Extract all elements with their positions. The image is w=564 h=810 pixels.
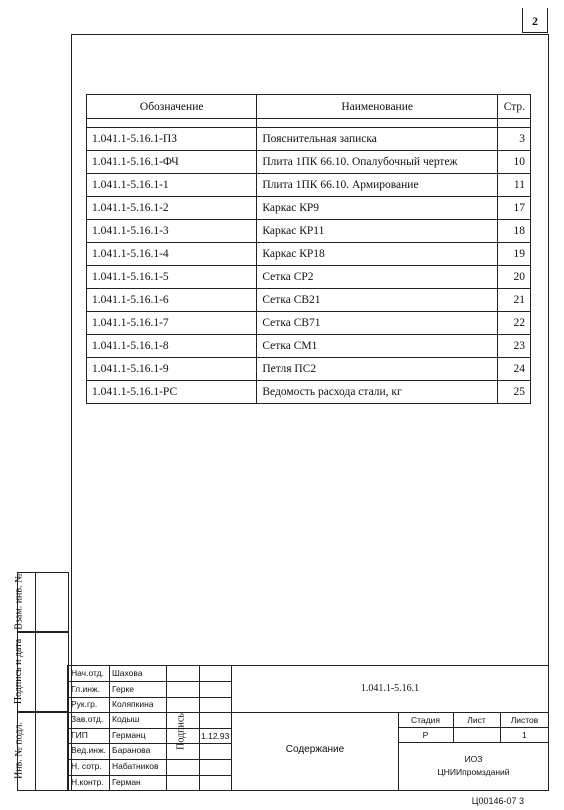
row-designation: 1.041.1-5.16.1-3 — [87, 220, 257, 243]
row-designation: 1.041.1-5.16.1-5 — [87, 266, 257, 289]
header-page: Стр. — [497, 95, 530, 119]
stamp-org-line1: ИОЗ — [464, 754, 483, 764]
row-designation: 1.041.1-5.16.1-9 — [87, 358, 257, 381]
row-page: 22 — [497, 312, 530, 335]
stamp-sheets-value: 1 — [522, 730, 527, 740]
stamp-sheets-label: Листов — [510, 715, 539, 725]
row-name: Каркас КР9 — [257, 197, 498, 220]
stamp-role: Зав.отд. — [71, 714, 104, 724]
stamp-stage-value: Р — [422, 730, 429, 740]
row-designation: 1.041.1-5.16.1-8 — [87, 335, 257, 358]
side-label-inv-podl: Инв. № подл. — [13, 722, 25, 779]
table-row — [87, 335, 531, 358]
row-name: Сетка СР2 — [257, 266, 498, 289]
stamp-role: Гл.инж. — [71, 684, 100, 694]
row-name: Петля ПС2 — [257, 358, 498, 381]
stamp-role: Нач.отд. — [71, 668, 104, 678]
side-strip-inv — [17, 712, 69, 791]
stamp-person-name: Набатников — [112, 761, 159, 771]
row-name: Каркас КР11 — [257, 220, 498, 243]
row-name: Плита 1ПК 66.10. Армирование — [257, 174, 498, 197]
row-designation: 1.041.1-5.16.1-ПЗ — [87, 128, 257, 151]
stamp-org-line2: ЦНИИпромзданий — [437, 767, 510, 777]
stamp-person-name: Кодыш — [112, 714, 140, 724]
stamp-person-name: Коляпкина — [112, 699, 154, 709]
stamp-designation: 1.041.1-5.16.1 — [360, 683, 420, 694]
stamp-role: Вед.инж. — [71, 745, 107, 755]
row-designation: 1.041.1-5.16.1-4 — [87, 243, 257, 266]
row-page: 18 — [497, 220, 530, 243]
sheet-number: 2 — [522, 8, 548, 33]
row-page: 11 — [497, 174, 530, 197]
row-name: Ведомость расхода стали, кг — [257, 381, 498, 404]
stamp-person-name: Германц — [112, 730, 146, 740]
table-row — [87, 289, 531, 312]
side-label-vzam: Взам. инв. № — [13, 573, 25, 630]
row-designation: 1.041.1-5.16.1-6 — [87, 289, 257, 312]
stamp-stage-label: Стадия — [411, 715, 440, 725]
row-name: Плита 1ПК 66.10. Опалубочный чертеж — [257, 151, 498, 174]
table-row — [87, 266, 531, 289]
row-designation: 1.041.1-5.16.1-2 — [87, 197, 257, 220]
table-row — [87, 151, 531, 174]
stamp-role: ГИП — [71, 730, 88, 740]
footer-code: Ц00146-07 3 — [471, 796, 524, 806]
row-designation: 1.041.1-5.16.1-1 — [87, 174, 257, 197]
row-page: 21 — [497, 289, 530, 312]
row-name: Сетка СВ21 — [257, 289, 498, 312]
table-row — [87, 381, 531, 404]
row-name: Сетка СМ1 — [257, 335, 498, 358]
stamp-role: Рук.гр. — [71, 699, 98, 709]
stamp-person-name: Шахова — [112, 668, 143, 678]
side-strip-vzam — [17, 572, 69, 632]
row-designation: 1.041.1-5.16.1-ФЧ — [87, 151, 257, 174]
table-row — [87, 312, 531, 335]
row-page: 23 — [497, 335, 530, 358]
row-page: 25 — [497, 381, 530, 404]
stamp-role: Н. сотр. — [71, 761, 102, 771]
table-row — [87, 197, 531, 220]
header-designation: Обозначение — [87, 95, 257, 119]
header-name: Наименование — [257, 95, 498, 119]
row-page: 3 — [497, 128, 530, 151]
stamp-title: Содержание — [285, 744, 345, 755]
stamp-person-name: Герке — [112, 684, 135, 694]
row-page: 17 — [497, 197, 530, 220]
row-designation: 1.041.1-5.16.1-РС — [87, 381, 257, 404]
row-name: Пояснительная записка — [257, 128, 498, 151]
row-name: Каркас КР18 — [257, 243, 498, 266]
stamp-person-name: Баранова — [112, 745, 151, 755]
table-row — [87, 128, 531, 151]
table-row — [87, 174, 531, 197]
stamp-person-name: Герман — [112, 777, 141, 787]
stamp-role: Н.контр. — [71, 777, 104, 787]
table-row — [87, 220, 531, 243]
stamp-sheet-label: Лист — [467, 715, 486, 725]
row-designation: 1.041.1-5.16.1-7 — [87, 312, 257, 335]
stamp-podpis-label: Подпись — [175, 713, 187, 750]
table-row — [87, 243, 531, 266]
row-page: 24 — [497, 358, 530, 381]
stamp-date: 1.12.93 — [201, 731, 230, 741]
side-strip-podpis — [17, 632, 69, 712]
table-header-row — [87, 95, 531, 119]
side-label-podpis-data: Подпись и дата — [13, 638, 24, 705]
row-page: 19 — [497, 243, 530, 266]
contents-table — [86, 94, 531, 404]
row-name: Сетка СВ71 — [257, 312, 498, 335]
row-page: 10 — [497, 151, 530, 174]
table-row — [87, 358, 531, 381]
row-page: 20 — [497, 266, 530, 289]
